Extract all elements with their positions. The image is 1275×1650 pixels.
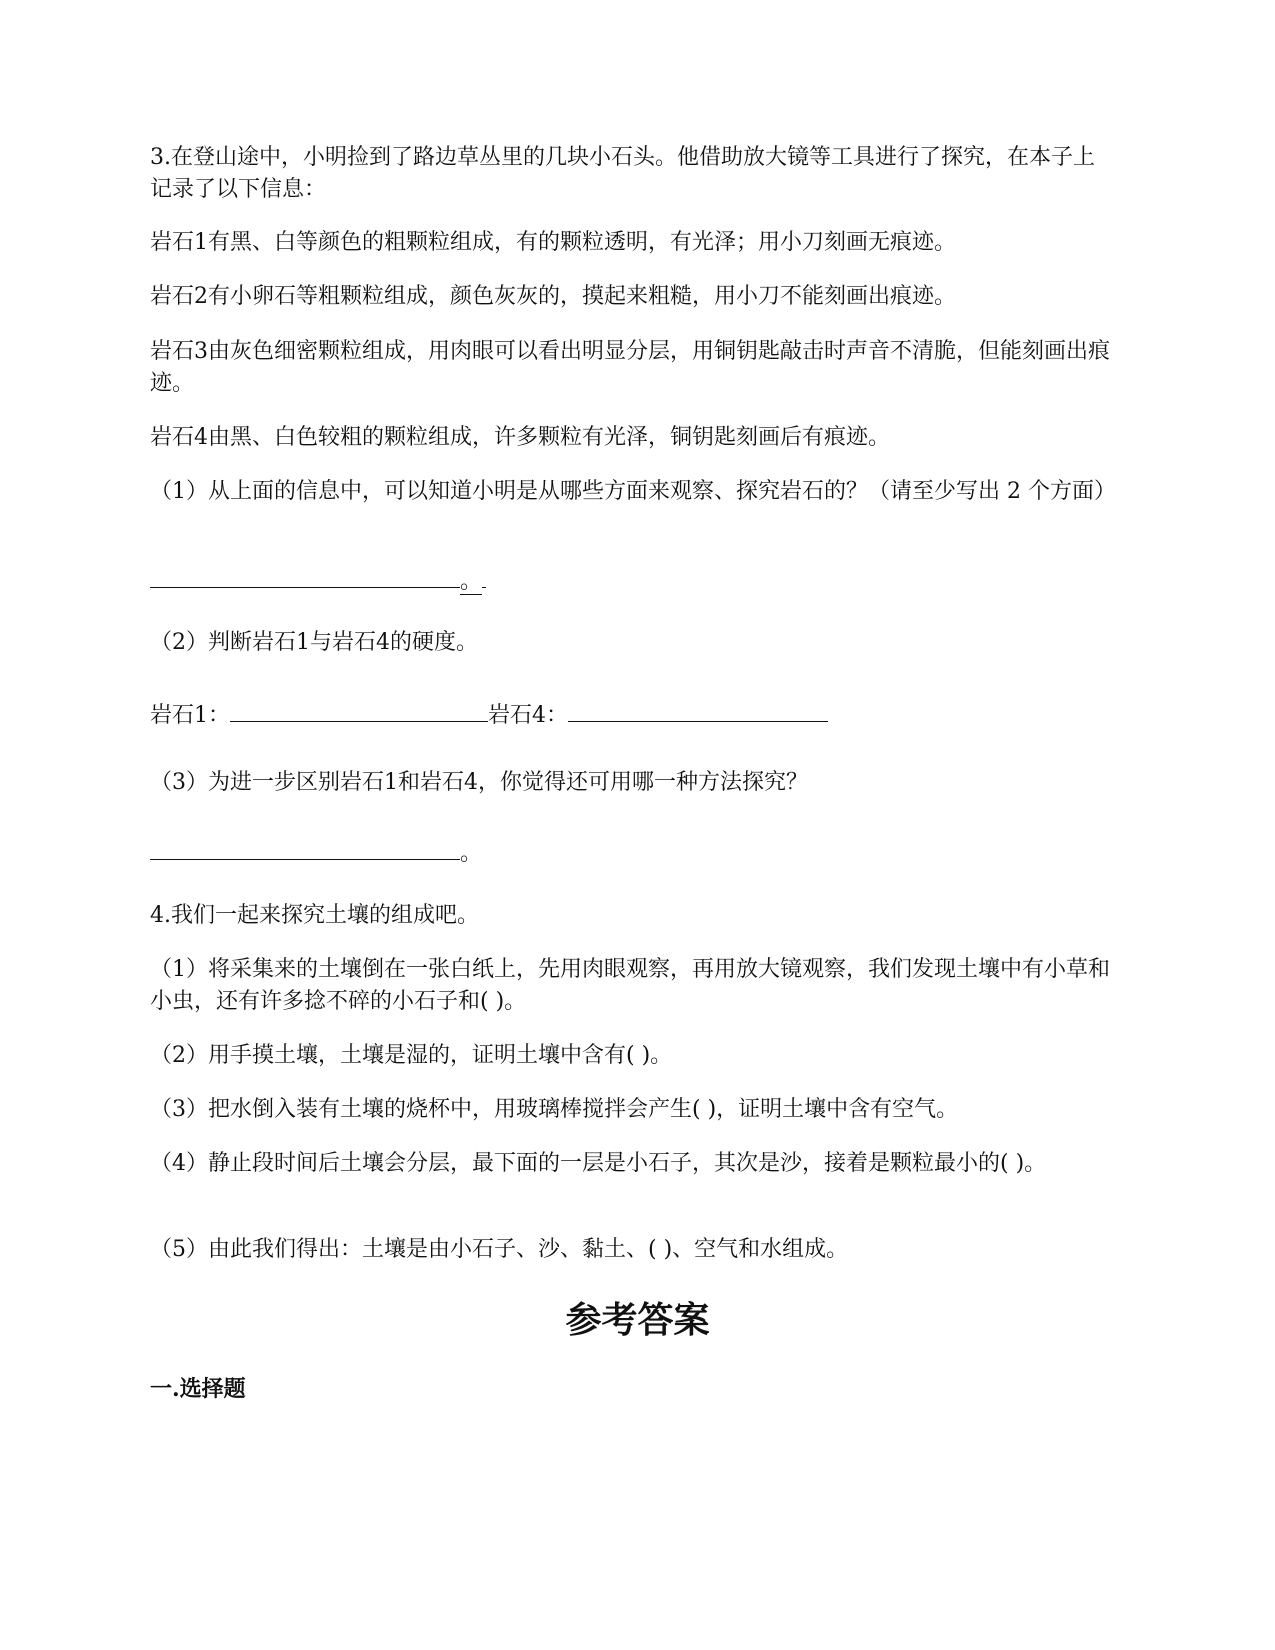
q3-sub3: （3）为进一步区别岩石1和岩石4，你觉得还可用哪一种方法探究？ bbox=[150, 770, 808, 795]
q4-sub1: （1）将采集来的土壤倒在一张白纸上，先用肉眼观察，再用放大镜观察，我们发现土壤中有小草和小虫，还有许多捻不碎的小石子和( )。 bbox=[150, 957, 1111, 1014]
q4-sub4: （4）静止段时间后土壤会分层，最下面的一层是小石子，其次是沙，接着是颗粒最小的( )。 bbox=[150, 1151, 1047, 1176]
q4-intro: 4.我们一起来探究土壤的组成吧。 bbox=[150, 903, 479, 928]
q3-sub3-period: 。 bbox=[460, 841, 483, 866]
rock1-label: 岩石1： bbox=[150, 703, 230, 728]
q3-rock2: 岩石2有小卵石等粗颗粒组成，颜色灰灰的，摸起来粗糙，用小刀不能刻画出痕迹。 bbox=[150, 284, 956, 309]
answers-title: 参考答案 bbox=[565, 1299, 710, 1341]
q3-rock3: 岩石3由灰色细密颗粒组成，用肉眼可以看出明显分层，用铜钥匙敲击时声音不清脆，但能刻画出痕迹。 bbox=[150, 339, 1111, 396]
rock4-label: 岩石4： bbox=[488, 703, 568, 728]
rock1-hardness-blank[interactable] bbox=[230, 697, 488, 722]
q3-intro: 3.在登山途中，小明捡到了路边草丛里的几块小石头。他借助放大镜等工具进行了探究，在本子上记录了以下信息： bbox=[150, 145, 1095, 202]
q3-sub1-answer-row bbox=[150, 563, 1115, 598]
q3-sub3-answer-row bbox=[150, 835, 1115, 870]
q3-sub2-answer-row bbox=[150, 697, 1115, 732]
q4-sub2: （2）用手摸土壤，土壤是湿的，证明土壤中含有( )。 bbox=[150, 1043, 673, 1068]
q3-sub1: （1）从上面的信息中，可以知道小明是从哪些方面来观察、探究岩石的？（请至少写出 2 个方面） bbox=[150, 479, 1116, 504]
rock4-hardness-blank[interactable] bbox=[568, 697, 828, 722]
q3-sub1-period: 。 bbox=[460, 569, 483, 594]
q4-sub3: （3）把水倒入装有土壤的烧杯中，用玻璃棒搅拌会产生( )，证明土壤中含有空气。 bbox=[150, 1097, 959, 1122]
q3-sub1-answer-blank[interactable] bbox=[150, 563, 460, 588]
q4-sub5: （5）由此我们得出：土壤是由小石子、沙、黏土、( )、空气和水组成。 bbox=[150, 1237, 849, 1262]
q3-sub3-answer-blank[interactable] bbox=[150, 835, 460, 860]
q3-rock4: 岩石4由黑、白色较粗的颗粒组成，许多颗粒有光泽，铜钥匙刻画后有痕迹。 bbox=[150, 425, 890, 450]
q3-sub2: （2）判断岩石1与岩石4的硬度。 bbox=[150, 630, 478, 655]
answers-section-choice: 一.选择题 bbox=[150, 1376, 246, 1402]
q3-rock1: 岩石1有黑、白等颜色的粗颗粒组成，有的颗粒透明，有光泽；用小刀刻画无痕迹。 bbox=[150, 230, 956, 255]
q3-sub1-tail-blank bbox=[482, 563, 486, 588]
